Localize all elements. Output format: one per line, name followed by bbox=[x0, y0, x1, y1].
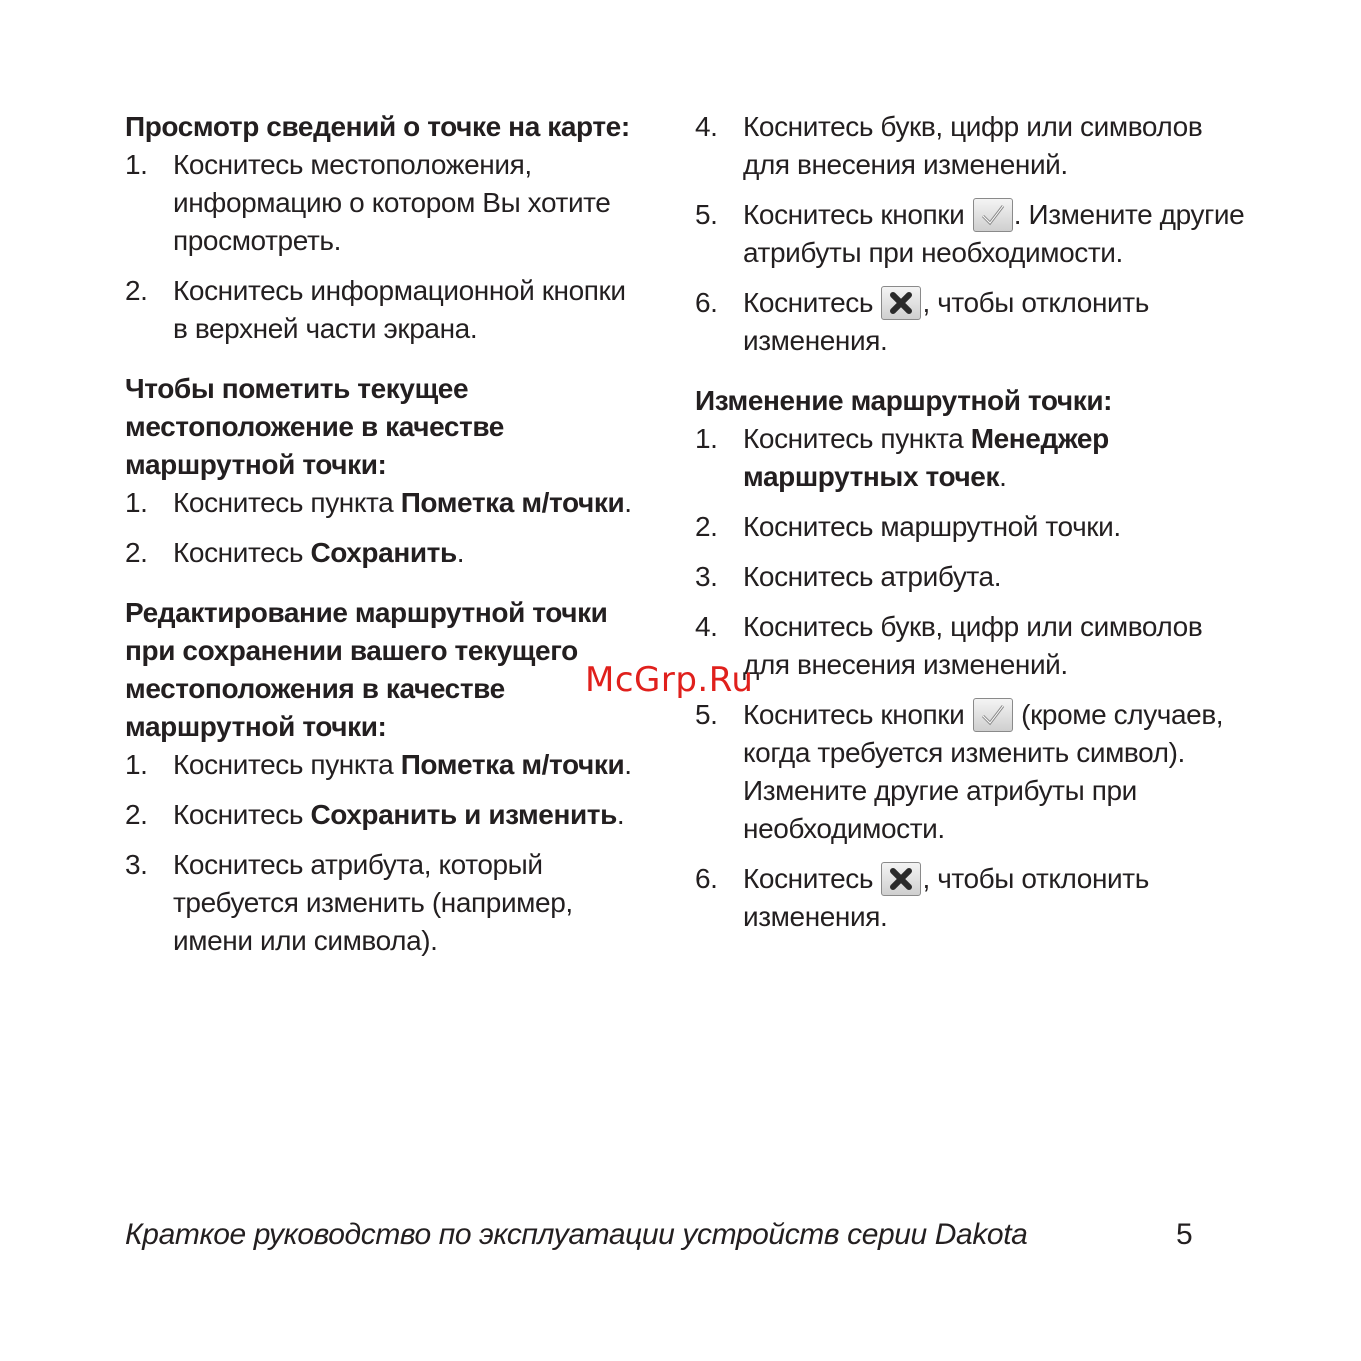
step-text-post: . Измените другие атрибуты при необходимости. bbox=[743, 199, 1245, 268]
step-item bbox=[125, 272, 645, 348]
step-text-post: . bbox=[624, 487, 632, 518]
step-item bbox=[695, 558, 1255, 596]
step-number: 2. bbox=[125, 275, 148, 306]
step-number: 5. bbox=[695, 699, 718, 730]
step-text-post: . bbox=[624, 749, 632, 780]
step-item bbox=[125, 846, 645, 960]
section-edit-on-save bbox=[125, 594, 645, 960]
step-item bbox=[125, 534, 645, 572]
step-item bbox=[125, 484, 645, 522]
section-mark-waypoint bbox=[125, 370, 645, 572]
footer-title: Краткое руководство по эксплуатации устройств серии Dakota bbox=[125, 1218, 1028, 1251]
step-item bbox=[695, 608, 1255, 684]
left-column bbox=[125, 108, 645, 982]
cancel-x-icon bbox=[881, 286, 921, 320]
watermark: McGrp.Ru bbox=[585, 660, 754, 700]
step-number: 6. bbox=[695, 863, 718, 894]
step-item bbox=[695, 696, 1255, 848]
step-item bbox=[695, 420, 1255, 496]
step-item bbox=[695, 108, 1255, 184]
step-text-pre: Коснитесь bbox=[173, 537, 311, 568]
step-number: 2. bbox=[695, 511, 718, 542]
step-text: Коснитесь атрибута. bbox=[743, 561, 1002, 592]
page-number: 5 bbox=[1176, 1218, 1193, 1251]
step-number: 3. bbox=[695, 561, 718, 592]
step-text-pre: Коснитесь пункта bbox=[743, 423, 971, 454]
step-text-pre: Коснитесь bbox=[743, 863, 881, 894]
step-text-bold: Сохранить и изменить bbox=[310, 799, 617, 830]
right-column bbox=[695, 108, 1255, 958]
step-text-pre: Коснитесь пункта bbox=[173, 749, 401, 780]
check-icon bbox=[973, 198, 1013, 232]
step-number: 1. bbox=[695, 423, 718, 454]
step-number: 6. bbox=[695, 287, 718, 318]
step-text-bold: Пометка м/точки bbox=[400, 487, 625, 518]
section-view-point-info bbox=[125, 108, 645, 348]
step-number: 3. bbox=[125, 849, 148, 880]
step-text: Коснитесь букв, цифр или символов для внесения изменений. bbox=[743, 111, 1203, 180]
cancel-x-icon bbox=[881, 862, 921, 896]
step-text-post: . bbox=[616, 799, 625, 830]
step-text: Коснитесь информационной кнопки в верхней части экрана. bbox=[173, 275, 626, 344]
step-text-post: . bbox=[456, 537, 465, 568]
step-item bbox=[695, 284, 1255, 360]
step-text-post: , чтобы отклонить изменения. bbox=[743, 287, 1149, 356]
step-text-pre: Коснитесь пункта bbox=[173, 487, 401, 518]
step-number: 1. bbox=[125, 149, 148, 180]
step-text: Коснитесь букв, цифр или символов для внесения изменений. bbox=[743, 611, 1203, 680]
step-item bbox=[695, 196, 1255, 272]
step-text-pre: Коснитесь кнопки bbox=[743, 699, 972, 730]
step-text: Коснитесь атрибута, который требуется изменить (например, имени или символа). bbox=[173, 849, 573, 956]
section-title: Изменение маршрутной точки: bbox=[695, 385, 1113, 416]
step-text-post: . bbox=[999, 461, 1007, 492]
step-text: Коснитесь маршрутной точки. bbox=[743, 511, 1121, 542]
step-text-pre: Коснитесь bbox=[743, 287, 881, 318]
section-title: Редактирование маршрутной точки при сохранении вашего текущего местоположения в качестве маршрутной точки: bbox=[125, 597, 608, 742]
step-text-post: (кроме случаев, когда требуется изменить символ). Измените другие атрибуты при необходимости. bbox=[743, 699, 1224, 844]
step-text-bold: Менеджер маршрутных точек bbox=[743, 423, 1109, 492]
section-edit-on-save-continued bbox=[695, 108, 1255, 360]
check-icon bbox=[973, 698, 1013, 732]
step-number: 2. bbox=[125, 799, 148, 830]
step-text-pre: Коснитесь bbox=[173, 799, 311, 830]
step-item bbox=[125, 796, 645, 834]
step-text-bold: Сохранить bbox=[310, 537, 457, 568]
step-item bbox=[125, 746, 645, 784]
step-number: 4. bbox=[695, 111, 718, 142]
step-item bbox=[125, 146, 645, 260]
section-title: Просмотр сведений о точке на карте: bbox=[125, 111, 630, 142]
step-number: 1. bbox=[125, 487, 148, 518]
section-title: Чтобы пометить текущее местоположение в качестве маршрутной точки: bbox=[125, 373, 504, 480]
step-number: 4. bbox=[695, 611, 718, 642]
step-item bbox=[695, 508, 1255, 546]
section-edit-waypoint bbox=[695, 382, 1255, 936]
step-number: 2. bbox=[125, 537, 148, 568]
step-text-bold: Пометка м/точки bbox=[400, 749, 625, 780]
step-item bbox=[695, 860, 1255, 936]
step-text-pre: Коснитесь кнопки bbox=[743, 199, 972, 230]
step-number: 5. bbox=[695, 199, 718, 230]
step-number: 1. bbox=[125, 749, 148, 780]
step-text-post: , чтобы отклонить изменения. bbox=[743, 863, 1149, 932]
step-text: Коснитесь местоположения, информацию о котором Вы хотите просмотреть. bbox=[173, 149, 611, 256]
